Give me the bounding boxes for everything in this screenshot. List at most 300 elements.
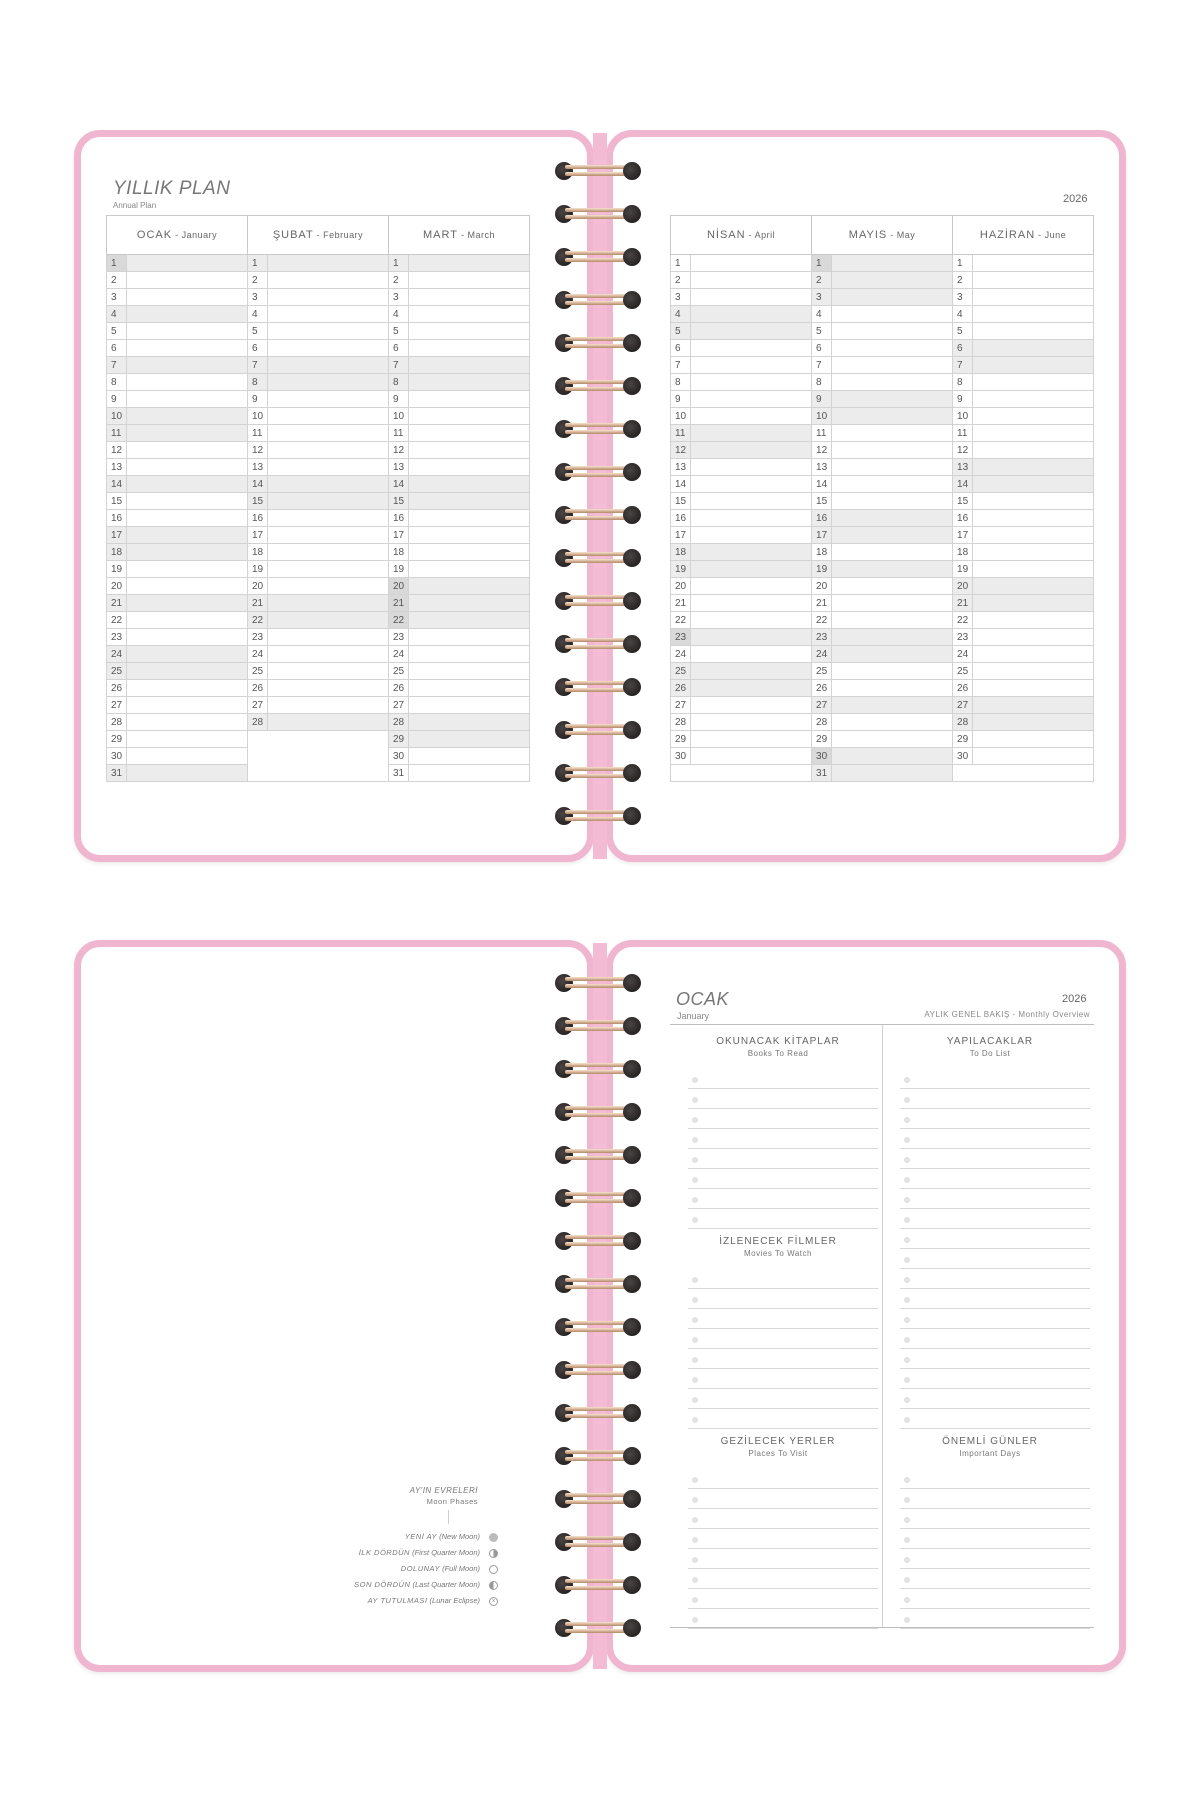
day-entry-cell[interactable] xyxy=(409,442,530,459)
day-number: 22 xyxy=(671,612,691,629)
places-entry-line[interactable] xyxy=(688,1628,878,1629)
day-entry-cell[interactable] xyxy=(409,272,530,289)
day-entry-cell[interactable] xyxy=(973,306,1094,323)
day-entry-cell[interactable] xyxy=(832,306,953,323)
day-entry-cell[interactable] xyxy=(832,476,953,493)
spiral-ring xyxy=(555,375,641,397)
day-entry-cell[interactable] xyxy=(268,629,389,646)
day-entry-cell[interactable] xyxy=(832,765,953,782)
day-entry-cell[interactable] xyxy=(691,680,812,697)
day-entry-cell[interactable] xyxy=(832,714,953,731)
day-number: 2 xyxy=(953,272,973,289)
month-header xyxy=(389,216,530,255)
days-entry-line[interactable] xyxy=(900,1628,1090,1629)
day-entry-cell[interactable] xyxy=(127,663,248,680)
day-entry-cell[interactable] xyxy=(127,680,248,697)
day-number: 30 xyxy=(812,748,832,765)
day-entry-cell[interactable] xyxy=(268,289,389,306)
todo-entry-line[interactable] xyxy=(900,1328,1090,1329)
spiral-ring xyxy=(555,160,641,182)
day-entry-cell[interactable] xyxy=(127,357,248,374)
day-entry-cell[interactable] xyxy=(127,527,248,544)
books-entry-line[interactable] xyxy=(688,1108,878,1109)
day-entry-cell[interactable] xyxy=(832,374,953,391)
day-entry-cell[interactable] xyxy=(409,561,530,578)
day-entry-cell[interactable] xyxy=(409,357,530,374)
todo-entry-line[interactable] xyxy=(900,1248,1090,1249)
day-entry-cell[interactable] xyxy=(409,731,530,748)
day-number: 7 xyxy=(953,357,973,374)
day-entry-cell[interactable] xyxy=(691,510,812,527)
day-entry-cell[interactable] xyxy=(127,459,248,476)
day-number: 26 xyxy=(671,680,691,697)
day-entry-cell[interactable] xyxy=(127,306,248,323)
days-entry-line[interactable] xyxy=(900,1488,1090,1489)
day-number: 8 xyxy=(107,374,127,391)
day-entry-cell[interactable] xyxy=(691,323,812,340)
day-entry-cell[interactable] xyxy=(973,527,1094,544)
day-entry-cell[interactable] xyxy=(832,595,953,612)
movies-entry-line[interactable] xyxy=(688,1348,878,1349)
day-number: 28 xyxy=(812,714,832,731)
day-entry-cell[interactable] xyxy=(127,255,248,272)
day-entry-cell[interactable] xyxy=(409,340,530,357)
day-entry-cell[interactable] xyxy=(832,612,953,629)
day-entry-cell[interactable] xyxy=(127,595,248,612)
day-entry-cell[interactable] xyxy=(973,391,1094,408)
day-entry-cell[interactable] xyxy=(973,578,1094,595)
day-number: 17 xyxy=(248,527,268,544)
day-entry-cell[interactable] xyxy=(409,459,530,476)
day-entry-cell[interactable] xyxy=(409,629,530,646)
day-entry-cell[interactable] xyxy=(268,408,389,425)
month-name-en: - June xyxy=(1035,230,1067,240)
day-entry-cell[interactable] xyxy=(268,442,389,459)
day-entry-cell[interactable] xyxy=(973,476,1094,493)
movies-entry-line[interactable] xyxy=(688,1428,878,1429)
day-entry-cell[interactable] xyxy=(409,408,530,425)
days-entry-line[interactable] xyxy=(900,1588,1090,1589)
day-number: 15 xyxy=(671,493,691,510)
day-entry-cell[interactable] xyxy=(268,646,389,663)
annual-plan-subtitle: Annual Plan xyxy=(113,201,157,210)
todo-entry-line[interactable] xyxy=(900,1368,1090,1369)
places-entry-line[interactable] xyxy=(688,1488,878,1489)
day-entry-cell[interactable] xyxy=(832,357,953,374)
places-entry-line[interactable] xyxy=(688,1508,878,1509)
day-entry-cell[interactable] xyxy=(832,748,953,765)
day-entry-cell[interactable] xyxy=(973,272,1094,289)
todo-entry-line[interactable] xyxy=(900,1308,1090,1309)
day-entry-cell[interactable] xyxy=(832,408,953,425)
day-entry-cell[interactable] xyxy=(691,697,812,714)
day-entry-cell[interactable] xyxy=(268,680,389,697)
day-entry-cell[interactable] xyxy=(832,544,953,561)
day-entry-cell[interactable] xyxy=(973,323,1094,340)
day-entry-cell[interactable] xyxy=(691,357,812,374)
day-entry-cell[interactable] xyxy=(127,493,248,510)
day-entry-cell[interactable] xyxy=(691,374,812,391)
day-number: 29 xyxy=(812,731,832,748)
empty-cell xyxy=(953,765,973,782)
day-entry-cell[interactable] xyxy=(409,493,530,510)
empty-cell xyxy=(248,748,268,765)
day-entry-cell[interactable] xyxy=(409,391,530,408)
day-entry-cell[interactable] xyxy=(832,561,953,578)
day-number: 7 xyxy=(671,357,691,374)
day-entry-cell[interactable] xyxy=(409,680,530,697)
days-entry-line[interactable] xyxy=(900,1568,1090,1569)
day-entry-cell[interactable] xyxy=(127,391,248,408)
spiral-ring xyxy=(555,1058,641,1080)
day-entry-cell[interactable] xyxy=(973,714,1094,731)
day-entry-cell[interactable] xyxy=(127,272,248,289)
day-entry-cell[interactable] xyxy=(973,442,1094,459)
days-entry-line[interactable] xyxy=(900,1528,1090,1529)
todo-entry-line[interactable] xyxy=(900,1228,1090,1229)
day-number: 19 xyxy=(812,561,832,578)
month-header xyxy=(248,216,389,255)
day-entry-cell[interactable] xyxy=(127,340,248,357)
bullet-dot-icon xyxy=(692,1517,698,1523)
day-entry-cell[interactable] xyxy=(409,612,530,629)
day-entry-cell[interactable] xyxy=(268,323,389,340)
day-entry-cell[interactable] xyxy=(409,578,530,595)
day-entry-cell[interactable] xyxy=(832,731,953,748)
day-entry-cell[interactable] xyxy=(691,340,812,357)
movies-entry-line[interactable] xyxy=(688,1328,878,1329)
day-entry-cell[interactable] xyxy=(973,408,1094,425)
movies-entry-line[interactable] xyxy=(688,1368,878,1369)
day-entry-cell[interactable] xyxy=(691,391,812,408)
day-entry-cell[interactable] xyxy=(268,493,389,510)
lunar-eclipse-icon: × xyxy=(489,1597,498,1606)
day-entry-cell[interactable] xyxy=(691,578,812,595)
bullet-dot-icon xyxy=(692,1097,698,1103)
day-number: 10 xyxy=(107,408,127,425)
month-name-en: - March xyxy=(457,230,495,240)
day-entry-cell[interactable] xyxy=(127,697,248,714)
todo-entry-line[interactable] xyxy=(900,1128,1090,1129)
bullet-dot-icon xyxy=(904,1257,910,1263)
places-entry-line[interactable] xyxy=(688,1528,878,1529)
books-entry-line[interactable] xyxy=(688,1208,878,1209)
day-entry-cell[interactable] xyxy=(832,510,953,527)
empty-cell xyxy=(691,765,812,782)
day-entry-cell[interactable] xyxy=(973,374,1094,391)
books-entry-line[interactable] xyxy=(688,1128,878,1129)
day-entry-cell[interactable] xyxy=(127,578,248,595)
day-entry-cell[interactable] xyxy=(691,289,812,306)
day-entry-cell[interactable] xyxy=(127,374,248,391)
day-entry-cell[interactable] xyxy=(268,476,389,493)
day-entry-cell[interactable] xyxy=(691,714,812,731)
day-number: 25 xyxy=(953,663,973,680)
moon-phase-name-en: (First Quarter Moon) xyxy=(409,1548,480,1557)
day-entry-cell[interactable] xyxy=(268,391,389,408)
todo-entry-line[interactable] xyxy=(900,1288,1090,1289)
todo-entry-line[interactable] xyxy=(900,1188,1090,1189)
day-number: 19 xyxy=(953,561,973,578)
days-entry-line[interactable] xyxy=(900,1608,1090,1609)
todo-entry-line[interactable] xyxy=(900,1148,1090,1149)
day-number: 9 xyxy=(248,391,268,408)
day-entry-cell[interactable] xyxy=(832,391,953,408)
day-number: 3 xyxy=(107,289,127,306)
day-entry-cell[interactable] xyxy=(127,289,248,306)
day-number: 16 xyxy=(812,510,832,527)
todo-entry-line[interactable] xyxy=(900,1348,1090,1349)
day-entry-cell[interactable] xyxy=(973,612,1094,629)
day-entry-cell[interactable] xyxy=(409,748,530,765)
day-entry-cell[interactable] xyxy=(268,595,389,612)
day-entry-cell[interactable] xyxy=(268,374,389,391)
empty-cell xyxy=(248,731,268,748)
day-entry-cell[interactable] xyxy=(973,748,1094,765)
day-entry-cell[interactable] xyxy=(973,510,1094,527)
day-entry-cell[interactable] xyxy=(973,646,1094,663)
day-entry-cell[interactable] xyxy=(409,289,530,306)
day-entry-cell[interactable] xyxy=(268,255,389,272)
day-entry-cell[interactable] xyxy=(127,765,248,782)
day-entry-cell[interactable] xyxy=(691,527,812,544)
day-entry-cell[interactable] xyxy=(832,493,953,510)
monthly-year: 2026 xyxy=(1062,993,1087,1005)
day-entry-cell[interactable] xyxy=(973,425,1094,442)
day-entry-cell[interactable] xyxy=(973,544,1094,561)
day-number: 13 xyxy=(248,459,268,476)
day-entry-cell[interactable] xyxy=(127,646,248,663)
day-entry-cell[interactable] xyxy=(127,510,248,527)
day-entry-cell[interactable] xyxy=(409,323,530,340)
annual-plan-title: YILLIK PLAN xyxy=(113,178,231,199)
day-entry-cell[interactable] xyxy=(691,306,812,323)
day-number: 3 xyxy=(248,289,268,306)
day-entry-cell[interactable] xyxy=(832,442,953,459)
day-entry-cell[interactable] xyxy=(268,561,389,578)
day-entry-cell[interactable] xyxy=(409,527,530,544)
day-entry-cell[interactable] xyxy=(973,595,1094,612)
day-entry-cell[interactable] xyxy=(268,697,389,714)
books-entry-line[interactable] xyxy=(688,1228,878,1229)
spiral-ring xyxy=(555,1316,641,1338)
day-entry-cell[interactable] xyxy=(268,544,389,561)
day-entry-cell[interactable] xyxy=(268,578,389,595)
day-entry-cell[interactable] xyxy=(691,255,812,272)
day-entry-cell[interactable] xyxy=(268,357,389,374)
day-entry-cell[interactable] xyxy=(127,561,248,578)
spiral-ring xyxy=(555,1101,641,1123)
day-entry-cell[interactable] xyxy=(409,765,530,782)
day-entry-cell[interactable] xyxy=(268,306,389,323)
moon-phase-row xyxy=(300,1580,480,1589)
day-entry-cell[interactable] xyxy=(268,459,389,476)
day-entry-cell[interactable] xyxy=(832,629,953,646)
day-number: 6 xyxy=(248,340,268,357)
day-entry-cell[interactable] xyxy=(409,697,530,714)
bullet-dot-icon xyxy=(692,1077,698,1083)
day-entry-cell[interactable] xyxy=(127,442,248,459)
day-entry-cell[interactable] xyxy=(832,527,953,544)
todo-entry-line[interactable] xyxy=(900,1408,1090,1409)
day-entry-cell[interactable] xyxy=(832,578,953,595)
day-entry-cell[interactable] xyxy=(127,544,248,561)
day-entry-cell[interactable] xyxy=(127,612,248,629)
day-entry-cell[interactable] xyxy=(268,663,389,680)
day-entry-cell[interactable] xyxy=(973,680,1094,697)
day-entry-cell[interactable] xyxy=(832,425,953,442)
day-number: 23 xyxy=(671,629,691,646)
day-entry-cell[interactable] xyxy=(973,697,1094,714)
day-entry-cell[interactable] xyxy=(832,340,953,357)
day-entry-cell[interactable] xyxy=(691,544,812,561)
day-entry-cell[interactable] xyxy=(832,646,953,663)
day-entry-cell[interactable] xyxy=(691,425,812,442)
day-number: 14 xyxy=(389,476,409,493)
day-number: 27 xyxy=(953,697,973,714)
bullet-dot-icon xyxy=(692,1357,698,1363)
movies-entry-line[interactable] xyxy=(688,1388,878,1389)
day-entry-cell[interactable] xyxy=(268,272,389,289)
day-entry-cell[interactable] xyxy=(832,697,953,714)
day-entry-cell[interactable] xyxy=(268,527,389,544)
day-entry-cell[interactable] xyxy=(973,663,1094,680)
day-entry-cell[interactable] xyxy=(691,595,812,612)
bullet-dot-icon xyxy=(904,1197,910,1203)
day-entry-cell[interactable] xyxy=(409,595,530,612)
days-entry-line[interactable] xyxy=(900,1548,1090,1549)
day-number: 12 xyxy=(107,442,127,459)
todo-entry-line[interactable] xyxy=(900,1108,1090,1109)
day-entry-cell[interactable] xyxy=(691,629,812,646)
day-number: 29 xyxy=(953,731,973,748)
day-entry-cell[interactable] xyxy=(691,646,812,663)
day-number: 6 xyxy=(107,340,127,357)
todo-entry-line[interactable] xyxy=(900,1268,1090,1269)
day-entry-cell[interactable] xyxy=(127,629,248,646)
day-number: 27 xyxy=(248,697,268,714)
day-entry-cell[interactable] xyxy=(691,663,812,680)
books-entry-line[interactable] xyxy=(688,1168,878,1169)
day-entry-cell[interactable] xyxy=(832,680,953,697)
empty-cell xyxy=(268,731,389,748)
movies-entry-line[interactable] xyxy=(688,1288,878,1289)
day-entry-cell[interactable] xyxy=(409,255,530,272)
bullet-dot-icon xyxy=(692,1137,698,1143)
day-entry-cell[interactable] xyxy=(691,442,812,459)
movies-entry-line[interactable] xyxy=(688,1308,878,1309)
spiral-ring xyxy=(555,719,641,741)
day-entry-cell[interactable] xyxy=(127,408,248,425)
books-entry-line[interactable] xyxy=(688,1188,878,1189)
day-entry-cell[interactable] xyxy=(127,425,248,442)
day-entry-cell[interactable] xyxy=(409,663,530,680)
day-entry-cell[interactable] xyxy=(691,459,812,476)
day-entry-cell[interactable] xyxy=(409,646,530,663)
day-entry-cell[interactable] xyxy=(973,493,1094,510)
todo-entry-line[interactable] xyxy=(900,1088,1090,1089)
day-entry-cell[interactable] xyxy=(268,510,389,527)
day-entry-cell[interactable] xyxy=(691,408,812,425)
day-entry-cell[interactable] xyxy=(409,476,530,493)
new-moon-icon xyxy=(489,1533,498,1542)
day-entry-cell[interactable] xyxy=(691,748,812,765)
day-entry-cell[interactable] xyxy=(691,612,812,629)
day-entry-cell[interactable] xyxy=(409,714,530,731)
day-number: 3 xyxy=(389,289,409,306)
todo-entry-line[interactable] xyxy=(900,1208,1090,1209)
day-entry-cell[interactable] xyxy=(973,357,1094,374)
day-entry-cell[interactable] xyxy=(127,323,248,340)
bullet-dot-icon xyxy=(904,1237,910,1243)
day-entry-cell[interactable] xyxy=(127,714,248,731)
todo-entry-line[interactable] xyxy=(900,1168,1090,1169)
movies-entry-line[interactable] xyxy=(688,1408,878,1409)
day-entry-cell[interactable] xyxy=(409,544,530,561)
day-entry-cell[interactable] xyxy=(409,306,530,323)
day-entry-cell[interactable] xyxy=(973,459,1094,476)
month-subtitle: January xyxy=(677,1011,710,1021)
bullet-dot-icon xyxy=(692,1337,698,1343)
day-entry-cell[interactable] xyxy=(832,323,953,340)
day-entry-cell[interactable] xyxy=(268,714,389,731)
day-entry-cell[interactable] xyxy=(268,425,389,442)
day-entry-cell[interactable] xyxy=(409,374,530,391)
day-entry-cell[interactable] xyxy=(832,255,953,272)
todo-entry-line[interactable] xyxy=(900,1428,1090,1429)
day-entry-cell[interactable] xyxy=(691,272,812,289)
day-entry-cell[interactable] xyxy=(973,731,1094,748)
day-entry-cell[interactable] xyxy=(409,510,530,527)
day-entry-cell[interactable] xyxy=(691,731,812,748)
day-entry-cell[interactable] xyxy=(832,663,953,680)
day-number: 15 xyxy=(812,493,832,510)
day-entry-cell[interactable] xyxy=(409,425,530,442)
day-entry-cell[interactable] xyxy=(973,561,1094,578)
day-entry-cell[interactable] xyxy=(832,272,953,289)
spiral-ring xyxy=(555,1488,641,1510)
bullet-dot-icon xyxy=(904,1297,910,1303)
books-entry-line[interactable] xyxy=(688,1088,878,1089)
day-entry-cell[interactable] xyxy=(691,476,812,493)
day-number: 30 xyxy=(671,748,691,765)
day-entry-cell[interactable] xyxy=(691,561,812,578)
books-entry-line[interactable] xyxy=(688,1148,878,1149)
day-entry-cell[interactable] xyxy=(268,340,389,357)
todo-entry-line[interactable] xyxy=(900,1388,1090,1389)
day-entry-cell[interactable] xyxy=(832,459,953,476)
day-entry-cell[interactable] xyxy=(832,289,953,306)
day-number: 20 xyxy=(107,578,127,595)
day-entry-cell[interactable] xyxy=(973,629,1094,646)
day-number: 10 xyxy=(812,408,832,425)
days-entry-line[interactable] xyxy=(900,1508,1090,1509)
places-entry-line[interactable] xyxy=(688,1548,878,1549)
places-entry-line[interactable] xyxy=(688,1588,878,1589)
days-section-title: ÖNEMLİ GÜNLER xyxy=(942,1436,1038,1447)
spiral-ring xyxy=(555,1359,641,1381)
day-entry-cell[interactable] xyxy=(127,476,248,493)
day-entry-cell[interactable] xyxy=(127,731,248,748)
day-entry-cell[interactable] xyxy=(127,748,248,765)
day-entry-cell[interactable] xyxy=(268,612,389,629)
day-entry-cell[interactable] xyxy=(973,255,1094,272)
day-entry-cell[interactable] xyxy=(973,340,1094,357)
places-entry-line[interactable] xyxy=(688,1568,878,1569)
day-entry-cell[interactable] xyxy=(691,493,812,510)
places-entry-line[interactable] xyxy=(688,1608,878,1609)
day-entry-cell[interactable] xyxy=(973,289,1094,306)
